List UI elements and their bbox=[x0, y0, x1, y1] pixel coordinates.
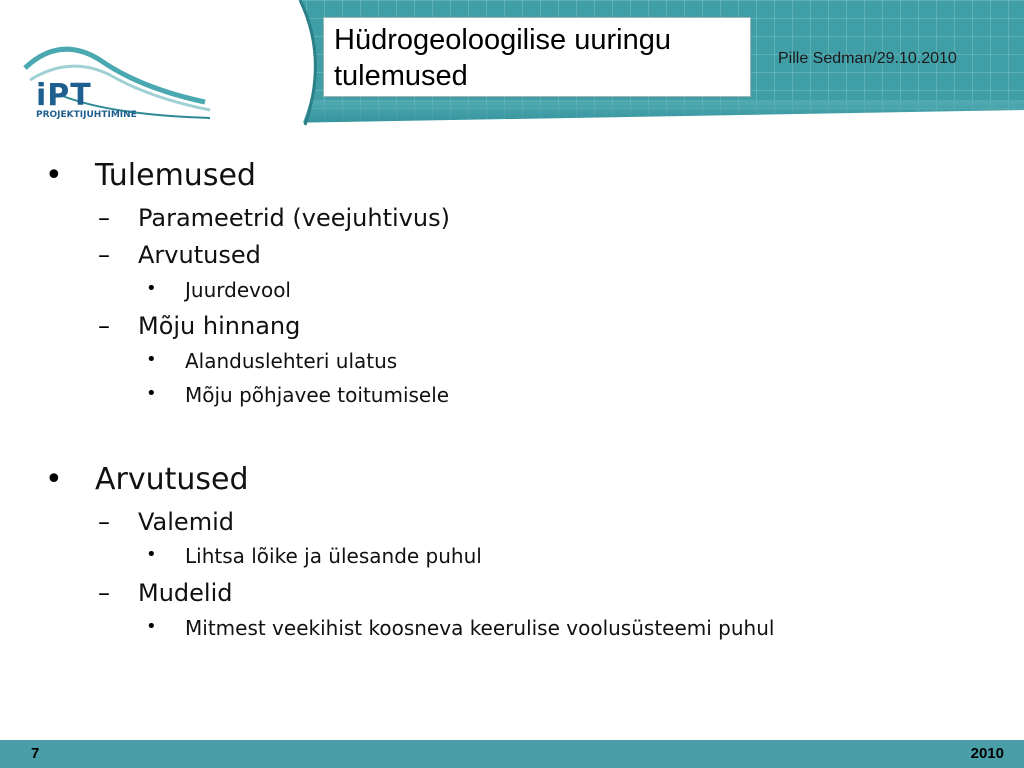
list-item-text: Mitmest veekihist koosneva keerulise voolusüsteemi puhul bbox=[185, 616, 775, 640]
bullet: • bbox=[45, 462, 63, 497]
footer-bar bbox=[0, 740, 1024, 768]
logo-text: iPT bbox=[36, 78, 92, 113]
dash-bullet: – bbox=[98, 508, 110, 536]
bullet: • bbox=[146, 544, 157, 565]
slide-title: Hüdrogeoloogilise uuringu tulemused bbox=[334, 24, 671, 92]
footer-year: 2010 bbox=[970, 745, 1004, 762]
bullet: • bbox=[146, 616, 157, 637]
ipt-logo bbox=[20, 40, 220, 130]
bullet: • bbox=[45, 158, 63, 193]
list-item-text: Mõju hinnang bbox=[138, 312, 301, 340]
bullet: • bbox=[146, 278, 157, 299]
slide-title-box bbox=[323, 17, 751, 97]
author-date: Pille Sedman/29.10.2010 bbox=[778, 50, 957, 67]
list-item-text: Valemid bbox=[138, 508, 234, 536]
list-item-text: Mõju põhjavee toitumisele bbox=[185, 383, 450, 407]
list-item-text: Lihtsa lõike ja ülesande puhul bbox=[185, 544, 482, 568]
list-item-text: Tulemused bbox=[95, 158, 256, 193]
dash-bullet: – bbox=[98, 204, 110, 232]
bullet: • bbox=[146, 349, 157, 370]
dash-bullet: – bbox=[98, 579, 110, 607]
bullet: • bbox=[146, 383, 157, 404]
list-item-text: Alanduslehteri ulatus bbox=[185, 349, 398, 373]
dash-bullet: – bbox=[98, 312, 110, 340]
list-item-text: Mudelid bbox=[138, 579, 233, 607]
logo-subtext: PROJEKTIJUHTIMINE bbox=[36, 110, 137, 120]
dash-bullet: – bbox=[98, 241, 110, 269]
list-item-text: Juurdevool bbox=[185, 278, 291, 302]
page-number: 7 bbox=[31, 745, 40, 762]
list-item-text: Parameetrid (veejuhtivus) bbox=[138, 204, 450, 232]
list-item-text: Arvutused bbox=[138, 241, 261, 269]
list-item-text: Arvutused bbox=[95, 462, 249, 497]
